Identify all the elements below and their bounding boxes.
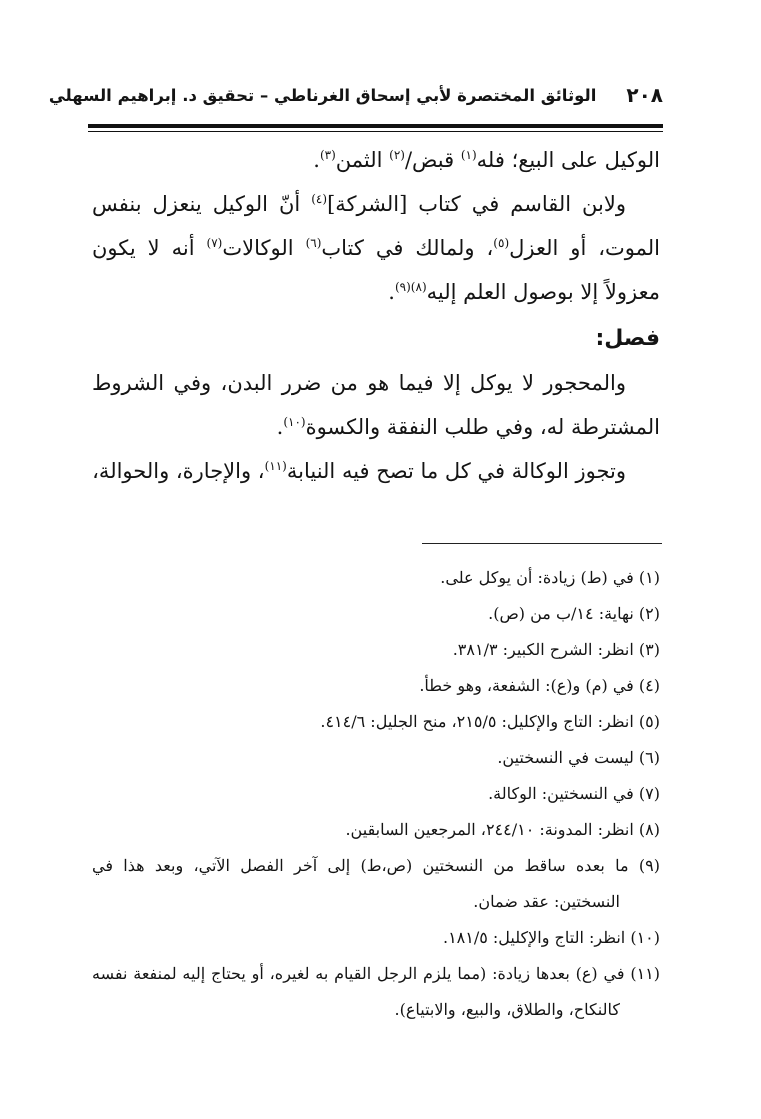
text-run: ، ولمالك في كتاب xyxy=(321,236,494,260)
footnote-marker[interactable]: (٦) xyxy=(305,236,322,250)
footnote-separator xyxy=(422,543,662,544)
paragraph-2 xyxy=(92,182,660,314)
text-run: . xyxy=(388,280,395,304)
footnote-marker[interactable]: (٨)(٩) xyxy=(394,280,427,294)
footnote-marker[interactable]: (١١) xyxy=(264,459,287,473)
footnote-7: (٧) في النسختين: الوكالة. xyxy=(488,784,660,803)
footnote-marker[interactable]: (١) xyxy=(460,148,477,162)
page-number: ٢٠٨ xyxy=(626,83,663,107)
running-title: الوثائق المختصرة لأبي إسحاق الغرناطي – تحقيق د. إبراهيم السهلي xyxy=(48,85,597,105)
text-run: أنّ الوكيل ينعزل بنفس الموت، أو العزل xyxy=(92,192,661,260)
footnote-1: (١) في (ط) زيادة: أن يوكل على. xyxy=(440,568,660,587)
footnote-marker[interactable]: (٣) xyxy=(319,148,336,162)
footnote-4: (٤) في (م) و(ع): الشفعة، وهو خطأ. xyxy=(419,676,660,695)
text-run: ولابن القاسم في كتاب [الشركة] xyxy=(327,192,626,216)
text-run: أنه لا يكون معزولاً إلا بوصول العلم إليه xyxy=(92,236,660,304)
text-run: والمحجور لا يوكل إلا فيما هو من ضرر البدن، وفي الشروط المشترطة له، وفي طلب النفقة والكسوة xyxy=(92,371,660,439)
text-run: الوكالات xyxy=(222,236,306,260)
paragraph-1 xyxy=(92,138,660,182)
footnote-marker[interactable]: (٥) xyxy=(493,236,510,250)
footnote-10: (١٠) انظر: التاج والإكليل: ١٨١/٥. xyxy=(442,928,660,947)
footnote-marker[interactable]: (٤) xyxy=(311,192,328,206)
text-run: الثمن xyxy=(335,148,390,172)
header-rule-thick xyxy=(88,124,663,128)
text-run: وتجوز الوكالة في كل ما تصح فيه النيابة xyxy=(286,459,626,483)
paragraph-4 xyxy=(92,449,660,493)
footnote-6: (٦) ليست في النسختين. xyxy=(497,748,660,767)
section-heading: فصل: xyxy=(595,326,660,351)
footnote-2: (٢) نهاية: ١٤/ب من (ص). xyxy=(488,604,660,623)
paragraph-3 xyxy=(92,361,660,449)
footnote-marker[interactable]: (٢) xyxy=(389,148,405,162)
footnote-8: (٨) انظر: المدونة: ٢٤٤/١٠، المرجعين السابقين. xyxy=(345,820,660,839)
header-rule-thin xyxy=(88,131,663,132)
text-run: . xyxy=(276,415,284,439)
page-header xyxy=(48,78,663,112)
text-run: . xyxy=(313,148,320,172)
text-run: قبض/ xyxy=(404,148,461,172)
text-run: ، والإجارة، والحوالة، xyxy=(92,459,265,483)
text-run: الوكيل على البيع؛ فله xyxy=(476,148,660,172)
main-text xyxy=(92,138,660,493)
footnote-11: (١١) في (ع) بعدها زيادة: (مما يلزم الرجل القيام به لغيره، أو يحتاج إليه لمنفعة نفسه كالنكاح، والطلاق، والبيع، والابتياع). xyxy=(92,964,660,1019)
footnote-9: (٩) ما بعده ساقط من النسختين (ص،ط) إلى آخر الفصل الآتي، وبعد هذا في النسختين: عقد ضمان. xyxy=(92,856,660,911)
footnote-5: (٥) انظر: التاج والإكليل: ٢١٥/٥، منح الجليل: ٤١٤/٦. xyxy=(320,712,660,731)
footnote-3: (٣) انظر: الشرح الكبير: ٣٨١/٣. xyxy=(452,640,660,659)
footnote-marker[interactable]: (١٠) xyxy=(283,415,306,429)
footnote-marker[interactable]: (٧) xyxy=(206,236,223,250)
footnotes-list xyxy=(92,560,660,1028)
